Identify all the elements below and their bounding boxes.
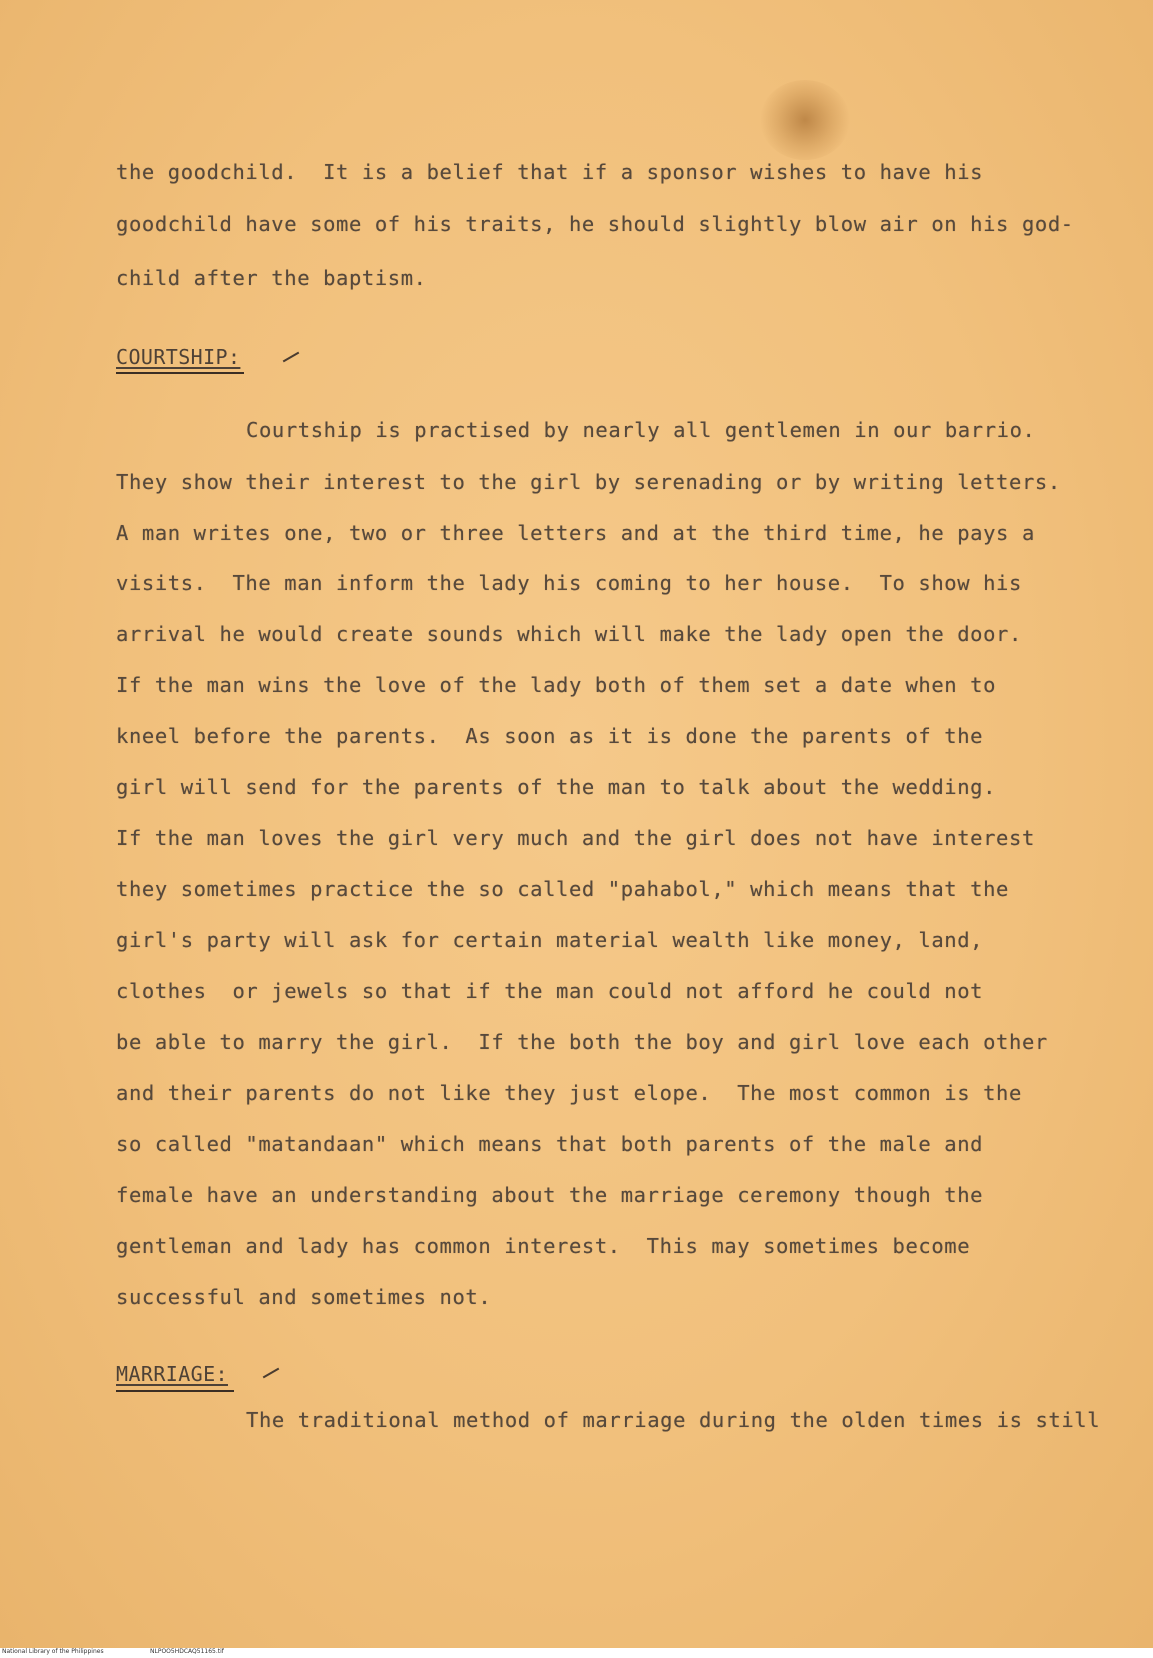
text-line: They show their interest to the girl by serenading or by writing letters.	[116, 470, 1061, 494]
text-line: A man writes one, two or three letters and at the third time, he pays a	[116, 521, 1035, 545]
check-mark	[263, 1368, 280, 1379]
heading-underline	[116, 1390, 234, 1392]
text-line: clothes or jewels so that if the man could not afford he could not	[116, 979, 984, 1003]
text-line: successful and sometimes not.	[116, 1285, 492, 1309]
text-line: girl will send for the parents of the man to talk about the wedding.	[116, 775, 997, 799]
text-line: arrival he would create sounds which will make the lady open the door.	[116, 622, 1022, 646]
text-line: child after the baptism.	[116, 266, 427, 290]
text-line: Courtship is practised by nearly all gentlemen in our barrio.	[246, 418, 1036, 442]
footer-file: NLPOO5HDCAQ51165.tif	[150, 1648, 224, 1655]
footer-library: National Library of the Philippines	[2, 1648, 104, 1655]
text-line: so called "matandaan" which means that both parents of the male and	[116, 1132, 984, 1156]
text-line: If the man wins the love of the lady both of them set a date when to	[116, 673, 997, 697]
text-line: they sometimes practice the so called "pahabol," which means that the	[116, 877, 1010, 901]
section-heading-courtship: COURTSHIP:	[116, 345, 241, 369]
text-line: female have an understanding about the marriage ceremony though the	[116, 1183, 984, 1207]
text-line: If the man loves the girl very much and the girl does not have interest	[116, 826, 1035, 850]
text-line: kneel before the parents. As soon as it is done the parents of the	[116, 724, 984, 748]
heading-underline	[116, 372, 244, 374]
text-line: The traditional method of marriage during the olden times is still	[246, 1408, 1101, 1432]
stain-mark	[760, 80, 850, 160]
check-mark	[283, 352, 300, 363]
text-line: and their parents do not like they just elope. The most common is the	[116, 1081, 1022, 1105]
section-heading-marriage: MARRIAGE:	[116, 1362, 228, 1386]
text-line: visits. The man inform the lady his coming to her house. To show his	[116, 571, 1022, 595]
text-line: gentleman and lady has common interest. This may sometimes become	[116, 1234, 971, 1258]
text-line: girl's party will ask for certain material wealth like money, land,	[116, 928, 984, 952]
text-line: be able to marry the girl. If the both the boy and girl love each other	[116, 1030, 1048, 1054]
text-line: goodchild have some of his traits, he should slightly blow air on his god-	[116, 212, 1074, 236]
text-line: the goodchild. It is a belief that if a sponsor wishes to have his	[116, 160, 984, 184]
